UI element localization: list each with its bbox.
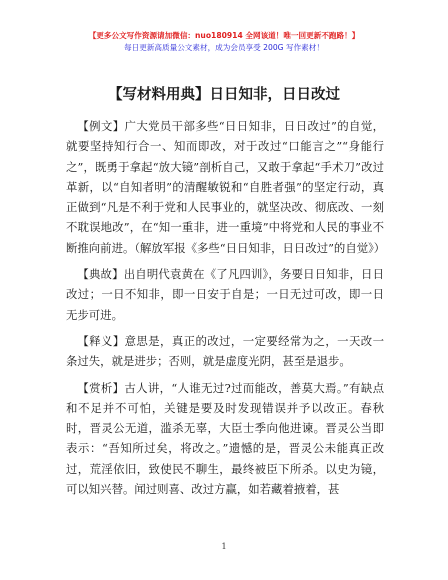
promo-banner-line-1: 【更多公文写作资源请加微信：nuo180914 全网该道！唯一回更新不跑路！】 [88, 31, 360, 40]
paragraph-tag: 【释义】 [77, 333, 125, 348]
paragraph-allusion [66, 264, 384, 325]
page-number: 1 [221, 542, 227, 551]
paragraph-tag: 【赏析】 [77, 380, 125, 395]
paragraph-example [66, 116, 384, 258]
paragraph-tag: 【例文】 [77, 119, 125, 133]
paragraph-appreciation [66, 378, 384, 500]
promo-banner-line-2: 每日更新高质量公文素材，成为会员享受 200G 写作素材！ [124, 43, 324, 52]
paragraph-interpretation [66, 331, 384, 372]
paragraph-tag: 【典故】 [77, 267, 124, 282]
paragraph-text: 广大党员干部多些“日日知非，日日改过”的自觉，就要坚持知行合一、知而即改，对于改过“口能言之”“身能行之”，既勇于拿起“放大镜”剖析自己，又敢于拿起“手术刀”改过革新，以“自知者明”的清醒敏锐和“自胜者强”的坚定行动，真正做到“凡是不利于党和人民事业的，就坚决改、彻底改、一刻不耽误地改”，在“知一重非，进一重境”中将党和人民的事业不断推向前进。（解放军报《多些“日日知非，日日改过”的自觉》） [66, 119, 386, 255]
paragraph-text: 出自明代袁黄在《了凡四训》，务要日日知非，日日改过；一日不知非，即一日安于自是；一日无过可改，即一日无步可进。 [66, 267, 384, 322]
paragraph-text: 意思是，真正的改过，一定要经常为之，一天改一条过失，就是进步；否则，就是虚度光阴，甚至是退步。 [66, 333, 384, 369]
paragraph-text: 古人讲，“人谁无过?过而能改，善莫大焉。”有缺点和不足并不可怕，关键是要及时发现错误并予以改正。春秋时，晋灵公无道，滥杀无辜，大臣士季向他进谏。晋灵公当即表示：“吾知所过矣，将改之。”遗憾的是，晋灵公未能真正改过，荒淫依旧，致使民不聊生，最终被臣下所杀。以史为镜，可以知兴替。闻过则喜、改过方赢，如若藏着掖着，甚 [66, 380, 384, 497]
document-title: 【写材料用典】日日知非，日日改过 [108, 87, 340, 103]
document-body [66, 116, 384, 499]
